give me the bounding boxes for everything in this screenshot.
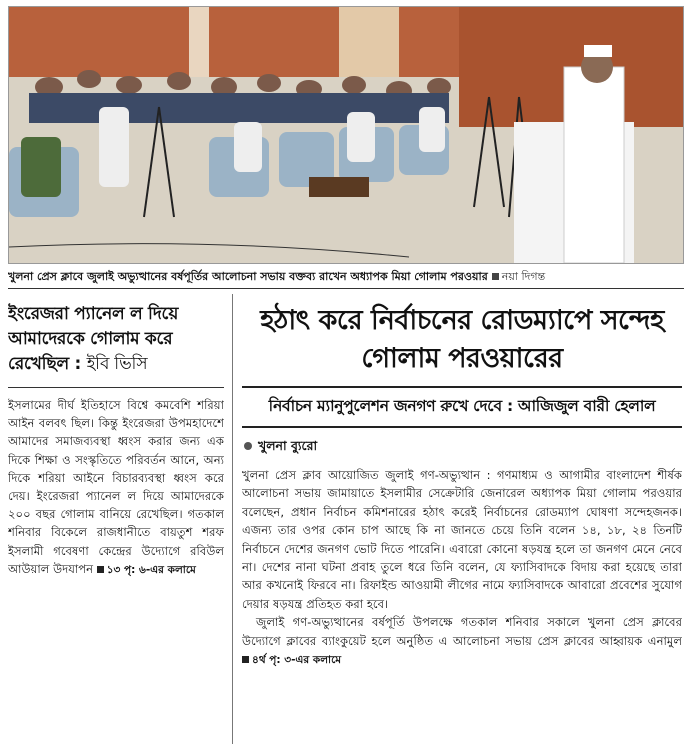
- main-para-2: [242, 613, 682, 669]
- main-continued: [242, 654, 341, 666]
- continued-square-icon: [97, 566, 104, 573]
- continued-square-icon: [242, 656, 249, 663]
- main-para-2-text: জুলাই গণ-অভ্যুত্থানের বর্ষপূর্তি উপলক্ষে গতকাল শনিবার সকালে খুলনা প্রেস ক্লাবের উদ্যোগে ক্লাবের ব্যাংকুয়েট হলে অনুষ্ঠিত এ আলোচনা সভায় প্রেস ক্লাবের আহ্বায়ক এনামুল: [242, 615, 682, 648]
- side-story-headline: [8, 302, 224, 377]
- side-continued-text: ১৩ পৃ: ৬-এর কলামে: [106, 563, 196, 576]
- bullet-icon: [244, 442, 252, 450]
- main-subhead: নির্বাচন ম্যানুপুলেশন জনগণ রুখে দেবে : আজিজুল বারী হেলাল: [242, 386, 682, 428]
- column-divider: [232, 294, 233, 744]
- side-divider: [8, 387, 224, 388]
- side-headline-main: ইংরেজরা প্যানেল ল দিয়ে আমাদেরকে গোলাম করে রেখেছিল :: [8, 304, 179, 374]
- side-story-body: [8, 396, 224, 579]
- byline-text: খুলনা ব্যুরো: [258, 438, 318, 453]
- side-body-text: ইসলামের দীর্ঘ ইতিহাসে বিশ্বে কমবেশি শরিয়া আইন বলবৎ ছিল। কিন্তু ইংরেজরা উপমহাদেশে আমাদের সমাজব্যবস্থা ধ্বংস করার জন্য এক দিকে শিক্ষা ও সংস্কৃতিতে পরিবর্তন আনে, অন্য দিকে শরিয়া আইনে বিচারব্যবস্থা ধ্বংস করে দেয়। ইংরেজরা প্যানেল ল দিয়ে আমাদেরকে ২০০ বছর গোলাম বানিয়ে রেখেছিল। গতকাল শনিবার বিকেলে রাজধানীতে বায়তুশ শরফ ইসলামী গবেষণা কেন্দ্রের উদ্যোগে রবিউল আউয়াল উদযাপন: [8, 398, 224, 576]
- main-continued-text: ৪র্থ পৃ: ৩-এর কলামে: [252, 654, 342, 667]
- main-para-1: খুলনা প্রেস ক্লাব আয়োজিত জুলাই গণ-অভ্যুত্থান : গণমাধ্যম ও আগামীর বাংলাদেশ শীর্ষক আলোচনা সভায় জামায়াতে ইসলামীর সেক্রেটারি জেনারেল অধ্যাপক মিয়া গোলাম পরওয়ার বলেছেন, প্রধান নির্বাচন কমিশনারের হঠাৎ করেই নির্বাচনের রোডম্যাপ ঘোষণা সন্দেহজনক। এজন্য তার ওপর কোন চাপ আছে কি না জানতে চেয়ে তিনি বলেন ১৪, ১৮, ২৪ তিনটি নির্বাচনে দেশের জনগণ ভোট দিতে পারেনি। এবারো কোনো ষড়যন্ত্র হলে তা জনগণ মেনে নেবে না। দেশের নানা ঘটনা প্রবাহ তুলে ধরে তিনি বলেন, যে ফ্যাসিবাদকে বিদায় করা হয়েছে তারা আর কখনোই ফিরবে না। রিফাইন্ড আওয়ামী লীগের নামে ফ্যাসিবাদকে আবারো প্রবেশের সুযোগ দেয়ার ষড়যন্ত্র প্রতিহত করা হবে।: [242, 468, 682, 611]
- main-story: [242, 296, 682, 744]
- event-photo-illustration: [9, 7, 683, 263]
- byline: [244, 438, 682, 458]
- photo-caption: [8, 266, 684, 289]
- main-headline: হঠাৎ করে নির্বাচনের রোডম্যাপে সন্দেহ গোলাম পরওয়ারের: [260, 305, 664, 374]
- caption-square-icon: [492, 273, 499, 280]
- side-continued: [97, 564, 196, 576]
- main-story-body: [242, 466, 682, 669]
- caption-source: নয়া দিগন্ত: [501, 270, 546, 283]
- side-story: [8, 296, 224, 744]
- caption-text: খুলনা প্রেস ক্লাবে জুলাই অভ্যুত্থানের বর্ষপূর্তির আলোচনা সভায় বক্তব্য রাখেন অধ্যাপক মিয়া গোলাম পরওয়ার: [8, 270, 488, 283]
- side-headline-tail: ইবি ভিসি: [86, 354, 148, 374]
- event-photo: [8, 6, 684, 264]
